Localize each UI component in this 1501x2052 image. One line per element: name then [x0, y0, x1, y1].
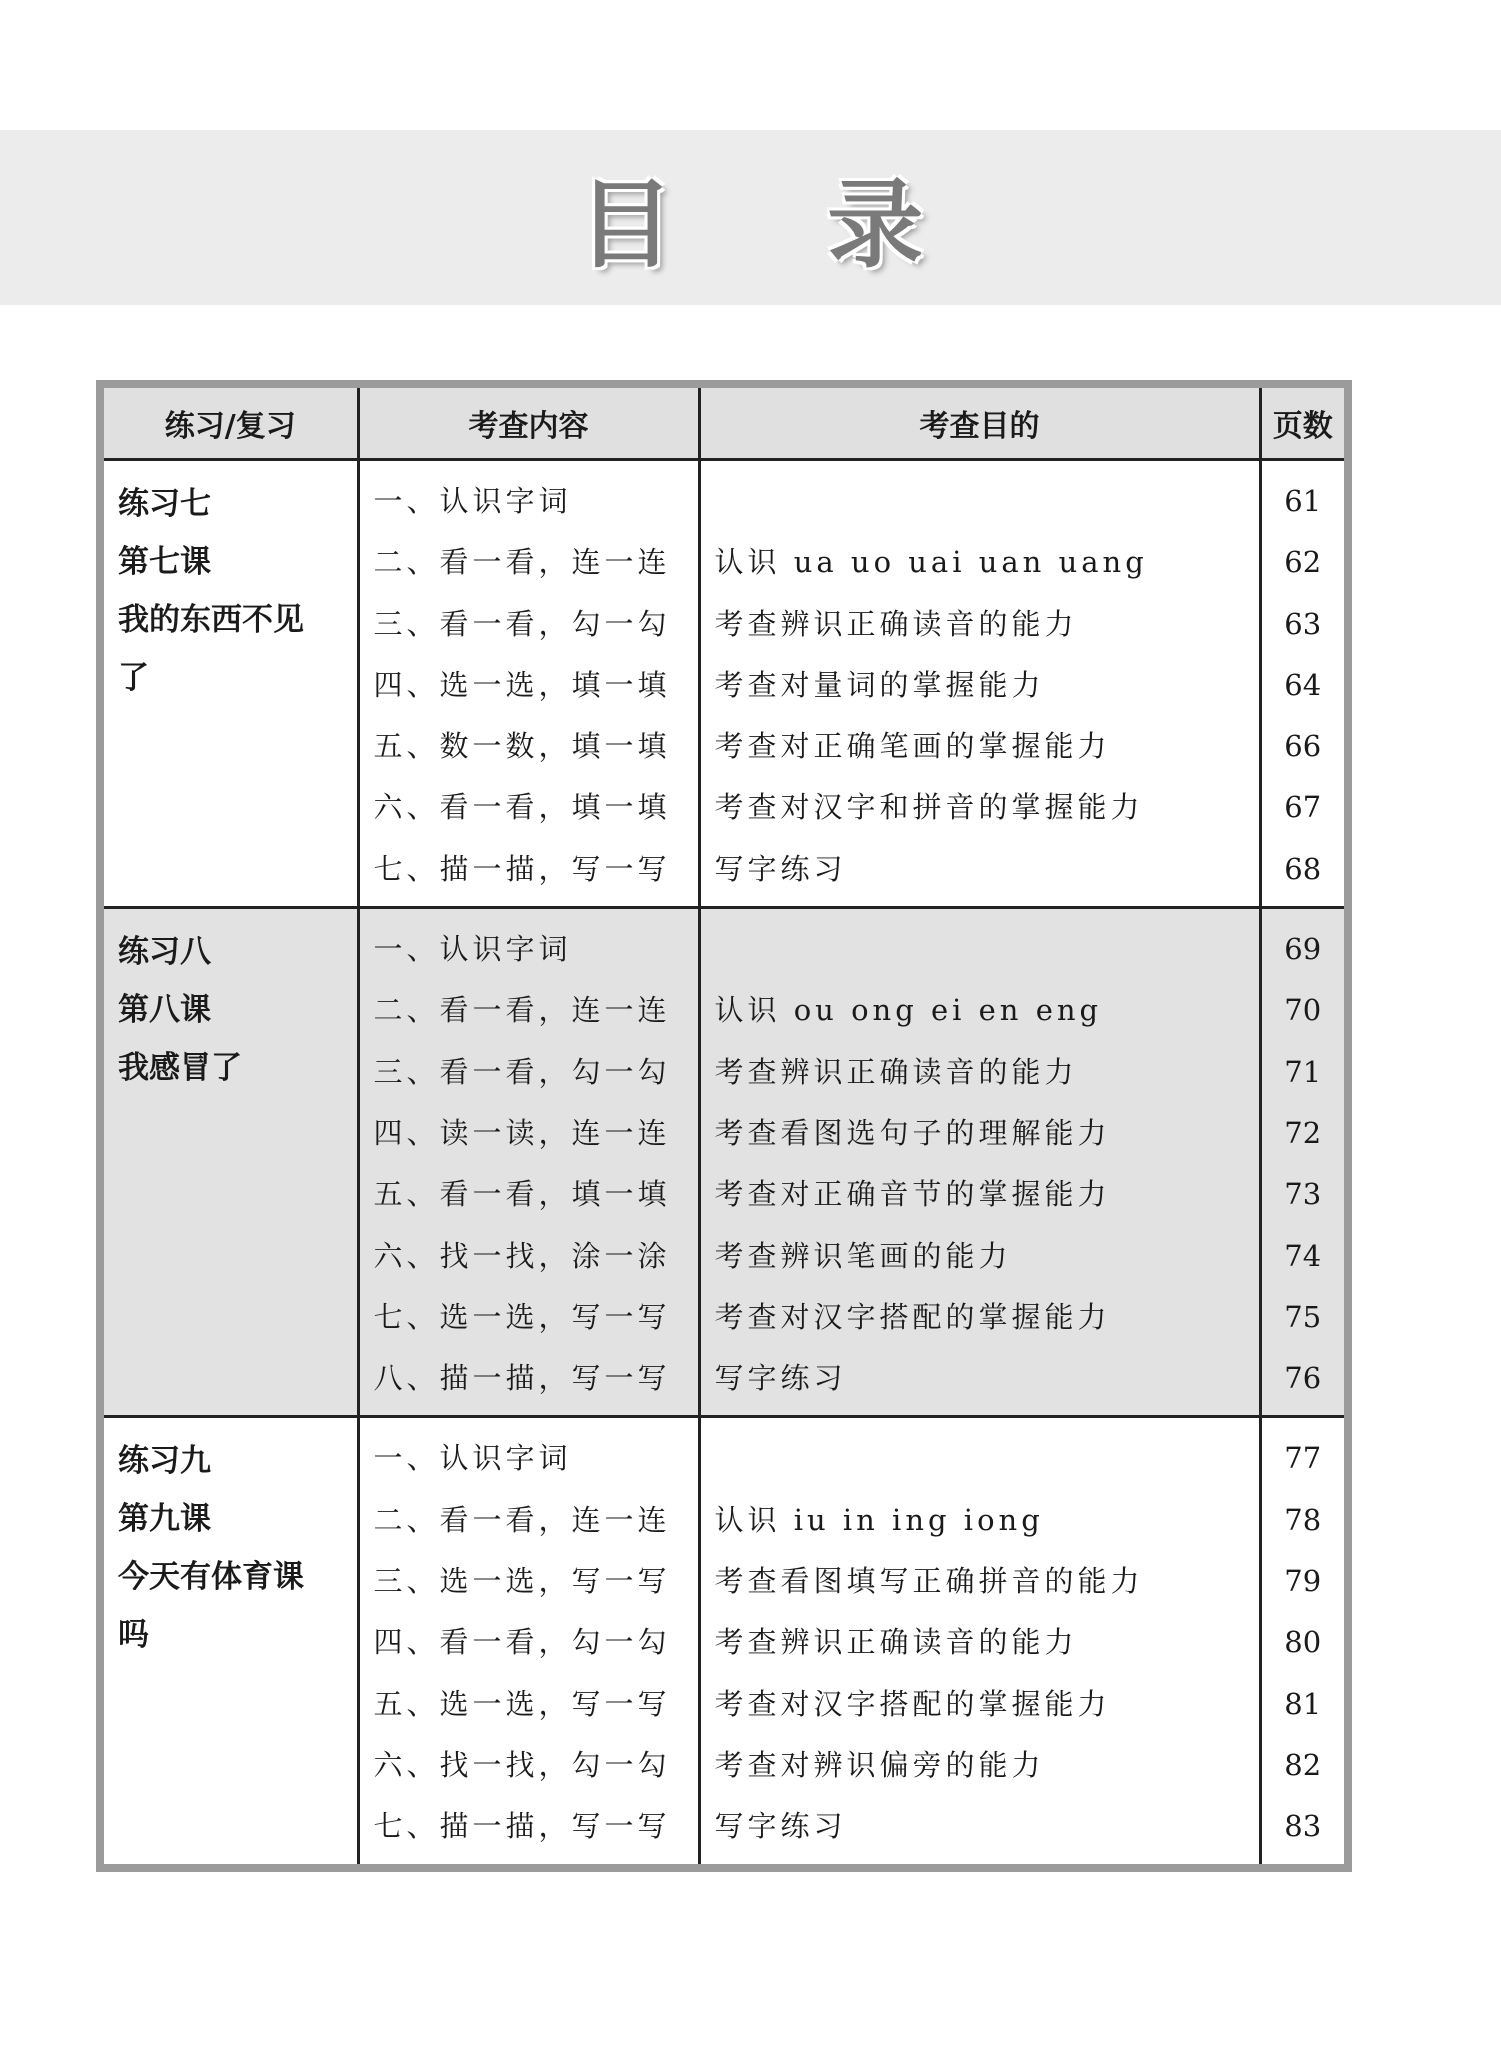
page-number: 67: [1284, 790, 1322, 825]
page-number: 62: [1284, 545, 1322, 580]
page-number: 69: [1284, 932, 1322, 967]
page-number: 81: [1284, 1686, 1322, 1721]
page-number: 70: [1284, 993, 1322, 1028]
content-item: 三、看一看，勾一勾: [373, 606, 671, 641]
content-item: 七、描一描，写一写: [373, 1809, 671, 1844]
content-item: 七、选一选，写一写: [373, 1299, 671, 1334]
purpose-item: 考查对辨识偏旁的能力: [714, 1747, 1045, 1782]
purpose-item: [701, 919, 1259, 980]
purpose-item: 写字练习: [714, 1809, 847, 1844]
purpose-cell: [699, 1417, 1260, 1864]
purpose-item: 认识 ua uo uai uan uang: [714, 545, 1148, 580]
lesson-cell: [104, 1417, 358, 1864]
content-cell: [358, 908, 699, 1417]
purpose-item: 考查看图选句子的理解能力: [714, 1115, 1111, 1150]
page-cell: [1260, 1417, 1344, 1864]
content-item: 八、描一描，写一写: [373, 1361, 671, 1396]
lesson-line: 我的东西不见了: [118, 602, 304, 696]
content-item: 一、认识字词: [373, 932, 572, 967]
page-number: 63: [1284, 606, 1322, 641]
content-item: 一、认识字词: [373, 1441, 572, 1476]
content-item: 三、选一选，写一写: [373, 1564, 671, 1599]
page-number: 73: [1284, 1177, 1322, 1212]
header-purpose: 考查目的: [699, 388, 1260, 460]
lesson-line: 练习八: [118, 934, 211, 971]
purpose-item: 考查辨识笔画的能力: [714, 1238, 1012, 1273]
lesson-group: [104, 460, 1344, 908]
purpose-item: 考查对汉字和拼音的掌握能力: [714, 790, 1144, 825]
lesson-line: 第七课: [118, 544, 211, 580]
purpose-item: 写字练习: [714, 1361, 847, 1396]
content-cell: [358, 460, 699, 908]
purpose-item: 认识 iu in ing iong: [714, 1502, 1044, 1537]
page-number: 71: [1284, 1054, 1322, 1089]
page-number: 77: [1284, 1441, 1322, 1476]
purpose-item: 考查看图填写正确拼音的能力: [714, 1564, 1144, 1599]
page-number: 75: [1284, 1299, 1322, 1334]
content-item: 四、看一看，勾一勾: [373, 1625, 671, 1660]
content-cell: [358, 1417, 699, 1864]
content-item: 四、选一选，填一填: [373, 667, 671, 702]
toc-body: [104, 460, 1344, 1864]
content-item: 二、看一看，连一连: [373, 545, 671, 580]
page-number: 79: [1284, 1564, 1322, 1599]
content-item: 六、找一找，勾一勾: [373, 1747, 671, 1782]
lesson-line: 我感冒了: [118, 1050, 242, 1087]
purpose-cell: [699, 908, 1260, 1417]
lesson-group: [104, 908, 1344, 1417]
header-content: 考查内容: [358, 388, 699, 460]
purpose-item: 考查对正确笔画的掌握能力: [714, 729, 1111, 764]
lesson-cell: [104, 460, 358, 908]
purpose-item: 考查辨识正确读音的能力: [714, 1625, 1078, 1660]
page-cell: [1260, 460, 1344, 908]
content-item: 六、看一看，填一填: [373, 790, 671, 825]
toc-table-frame: [96, 380, 1352, 1872]
page-number: 64: [1284, 667, 1322, 702]
content-item: 五、看一看，填一填: [373, 1177, 671, 1212]
content-item: 四、读一读，连一连: [373, 1115, 671, 1150]
page-number: 66: [1284, 729, 1322, 764]
header-row: [104, 388, 1344, 460]
purpose-item: [701, 471, 1259, 532]
content-item: 二、看一看，连一连: [373, 1502, 671, 1537]
lesson-group: [104, 1417, 1344, 1864]
page-number: 76: [1284, 1361, 1322, 1396]
page-number: 74: [1284, 1238, 1322, 1273]
toc-table: [104, 388, 1344, 1864]
purpose-cell: [699, 460, 1260, 908]
page-title: 目 录: [577, 169, 984, 281]
content-item: 六、找一找，涂一涂: [373, 1238, 671, 1273]
purpose-item: 考查辨识正确读音的能力: [714, 606, 1078, 641]
page-number: 78: [1284, 1502, 1322, 1537]
page-number: 68: [1284, 851, 1322, 886]
lesson-line: 练习七: [118, 486, 211, 522]
content-item: 一、认识字词: [373, 484, 572, 518]
lesson-line: 今天有体育课吗: [118, 1559, 304, 1654]
content-item: 五、选一选，写一写: [373, 1686, 671, 1721]
page-number: 82: [1284, 1747, 1322, 1782]
purpose-item: 认识 ou ong ei en eng: [714, 993, 1103, 1028]
header-lesson: 练习/复习: [104, 388, 358, 460]
purpose-item: 考查对量词的掌握能力: [714, 667, 1045, 702]
page-cell: [1260, 908, 1344, 1417]
page-number: 83: [1284, 1809, 1322, 1844]
purpose-item: [701, 1428, 1259, 1489]
lesson-line: 第九课: [118, 1501, 211, 1538]
content-item: 二、看一看，连一连: [373, 993, 671, 1028]
purpose-item: 考查对正确音节的掌握能力: [714, 1177, 1111, 1212]
lesson-line: 第八课: [118, 992, 211, 1029]
page-number: 72: [1284, 1115, 1322, 1150]
title-banner: [0, 130, 1501, 305]
content-item: 三、看一看，勾一勾: [373, 1054, 671, 1089]
header-page: 页数: [1260, 388, 1344, 460]
content-item: 七、描一描，写一写: [373, 851, 671, 886]
purpose-item: 考查对汉字搭配的掌握能力: [714, 1299, 1111, 1334]
content-item: 五、数一数，填一填: [373, 729, 671, 764]
page-number: 80: [1284, 1625, 1322, 1660]
lesson-cell: [104, 908, 358, 1417]
lesson-line: 练习九: [118, 1443, 211, 1480]
purpose-item: 考查辨识正确读音的能力: [714, 1054, 1078, 1089]
purpose-item: 写字练习: [714, 851, 847, 886]
purpose-item: 考查对汉字搭配的掌握能力: [714, 1686, 1111, 1721]
page-number: 61: [1284, 484, 1322, 518]
